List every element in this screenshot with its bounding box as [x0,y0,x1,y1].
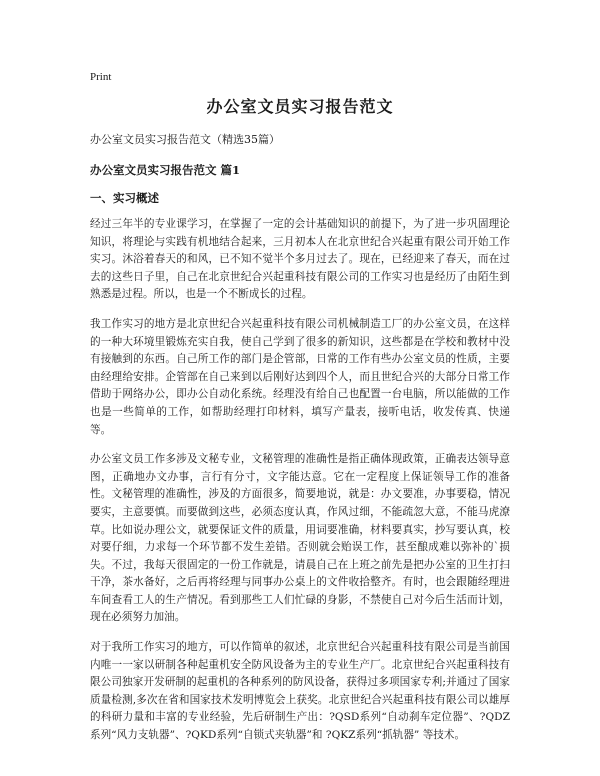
paragraph-3: 办公室文员工作多涉及文秘专业，文秘管理的准确性是指正确体现政策，正确表达领导意图，正确地办文办事，言行有分寸，文字能达意。它在一定程度上保证领导工作的准备性。文秘管理的准确性，涉及的方面很多，简要地说，就是：办文要准，办事要稳，情况要实，主意要慎。而要做到这些，必须态度认真，作风过细，不能疏忽大意，不能马虎潦草。比如说办理公文，就要保证文件的质量，用词要准确，材料要真实，抄写要认真，校对要仔细，力求每一个环节都不发生差错。否则就会贻误工作，甚至酿成难以弥补的`损失。不过，我每天很固定的一份工作就是，请晨自己在上班之前先是把办公室的卫生打扫干净，茶水备好，之后再将经理与同事办公桌上的文件收拾整齐。有时，也会跟随经理进车间查看工人的生产情况。看到那些工人们忙碌的身影，不禁使自己对今后生活而计划，现在必须努力加油。 [90,453,510,624]
paragraph-1: 经过三年半的专业课学习，在掌握了一定的会计基础知识的前提下，为了进一步巩固理论知识，将理论与实践有机地结合起来，三月初本人在北京世纪合兴起重有限公司开始工作实习。沐浴着春天的和风，已不知不觉半个多月过去了。现在，已经迎来了春天，而在过去的这些日子里，自己在北京世纪合兴起重科技有限公司的工作实习也是经历了由陌生到熟悉是过程。所以，也是一个不断成长的过程。 [90,218,510,301]
paragraph-4: 对于我所工作实习的地方，可以作简单的叙述，北京世纪合兴起重科技有限公司是当前国内唯一一家以研制各种起重机安全防风设备为主的专业生产厂。北京世纪合兴起重科技有限公司独家开发研制的起重机的各种系列的防风设备，获得过多项国家专利;并通过了国家质量检测,多次在省和国家技术发明博览会上获奖。北京世纪合兴起重科技有限公司以雄厚的科研力量和丰富的专业经验，先后研制生产出：?QSD系列“自动刹车定位器”、?QDZ系列“风力支轨器”、?QKD系列“自锁式夹轨器”和 ?QKZ系列“抓轨器” 等技术。 [90,641,510,742]
section-heading: 一、实习概述 [90,191,159,205]
print-label[interactable]: Print [90,71,112,83]
article-heading: 办公室文员实习报告范文 篇1 [90,163,241,177]
document-title: 办公室文员实习报告范文 [206,97,394,116]
paragraph-2: 我工作实习的地方是北京世纪合兴起重科技有限公司机械制造工厂的办公室文员，在这样的一种大环境里锻炼充实自我，使自己学到了很多的新知识，这些都是在学校和教材中没有接触到的东西。自己所工作的部门是企管部，日常的工作有些办公室文员的性质，主要由经理给安排。企管部在自己来到以后刚好达到四个人，而且世纪合兴的大部分日常工作借助于网络办公，即办公自动化系统。经理没有给自己也配置一台电脑，所以能做的工作也是一些简单的工作，如帮助经理打印材料，填写产量表，接听电话，收发传真、快递等。 [90,317,510,436]
document-subtitle: 办公室文员实习报告范文（精选35篇） [90,133,280,146]
